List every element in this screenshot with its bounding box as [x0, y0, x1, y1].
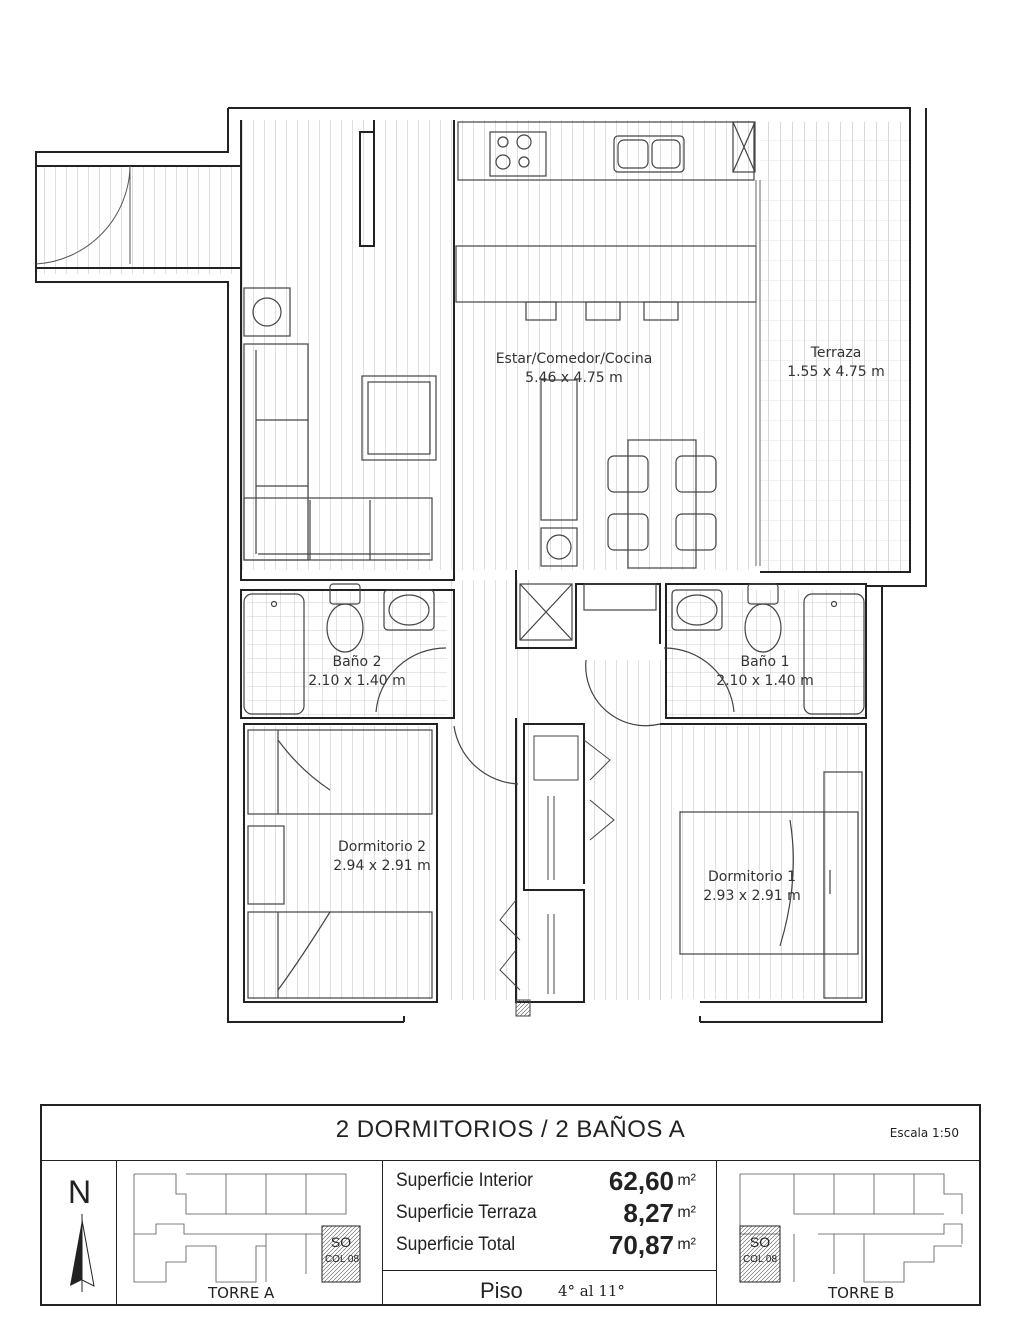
tower-a-name: TORRE A — [208, 1284, 275, 1302]
legend-divider — [42, 1160, 979, 1161]
legend-divider — [716, 1160, 717, 1306]
legend-divider — [382, 1160, 383, 1306]
surface-terrace-unit: m² — [677, 1204, 696, 1221]
legend-box — [40, 1104, 981, 1306]
legend-divider — [116, 1160, 117, 1306]
bath1-size: 2.10 x 1.40 m — [716, 673, 814, 689]
surface-total-value: 70,87 — [608, 1230, 674, 1260]
terrace-label — [787, 344, 885, 382]
tower-b-name: TORRE B — [828, 1284, 895, 1302]
tower-b-keyplan — [734, 1164, 974, 1288]
floor-label: Piso — [480, 1278, 523, 1303]
bed1-label — [703, 868, 801, 906]
bed2-label — [333, 838, 431, 876]
bath2-size: 2.10 x 1.40 m — [308, 673, 406, 689]
tower-b-column: COL 08 — [742, 1254, 778, 1265]
tower-a-unit: SO — [330, 1234, 352, 1250]
bed1-size: 2.93 x 2.91 m — [703, 888, 801, 904]
legend-title: 2 DORMITORIOS / 2 BAÑOS A — [335, 1116, 686, 1143]
bath2-label — [308, 653, 406, 691]
bath1-label — [716, 653, 814, 691]
bed2-name: Dormitorio 2 — [337, 839, 426, 855]
surface-terrace-label: Superficie Terraza — [396, 1202, 537, 1223]
bath2-name: Baño 2 — [332, 654, 382, 670]
terrace-name: Terraza — [810, 345, 862, 361]
terrace-size: 1.55 x 4.75 m — [787, 364, 885, 380]
legend-divider — [382, 1270, 716, 1271]
tower-a-keyplan — [126, 1164, 366, 1288]
floor-value: 4° al 11° — [558, 1282, 625, 1300]
legend-scale: Escala 1:50 — [889, 1126, 959, 1140]
bed2-size: 2.94 x 2.91 m — [333, 858, 431, 874]
surface-interior-unit: m² — [677, 1172, 696, 1189]
living-label — [496, 350, 653, 388]
tower-b-unit: SO — [749, 1234, 771, 1250]
north-label: N — [68, 1174, 92, 1210]
bath1-name: Baño 1 — [740, 654, 790, 670]
north-arrow-icon — [62, 1214, 102, 1294]
surface-total-label: Superficie Total — [396, 1234, 516, 1255]
living-size: 5.46 x 4.75 m — [525, 370, 623, 386]
terrace-window — [756, 180, 760, 566]
living-name: Estar/Comedor/Cocina — [495, 351, 653, 367]
surface-interior-label: Superficie Interior — [396, 1170, 533, 1191]
bed1-name: Dormitorio 1 — [707, 869, 796, 885]
tower-a-column: COL 08 — [324, 1254, 360, 1265]
surface-total-unit: m² — [677, 1236, 696, 1253]
surface-interior-value: 62,60 — [608, 1166, 674, 1196]
surface-terrace-value: 8,27 — [623, 1198, 674, 1228]
